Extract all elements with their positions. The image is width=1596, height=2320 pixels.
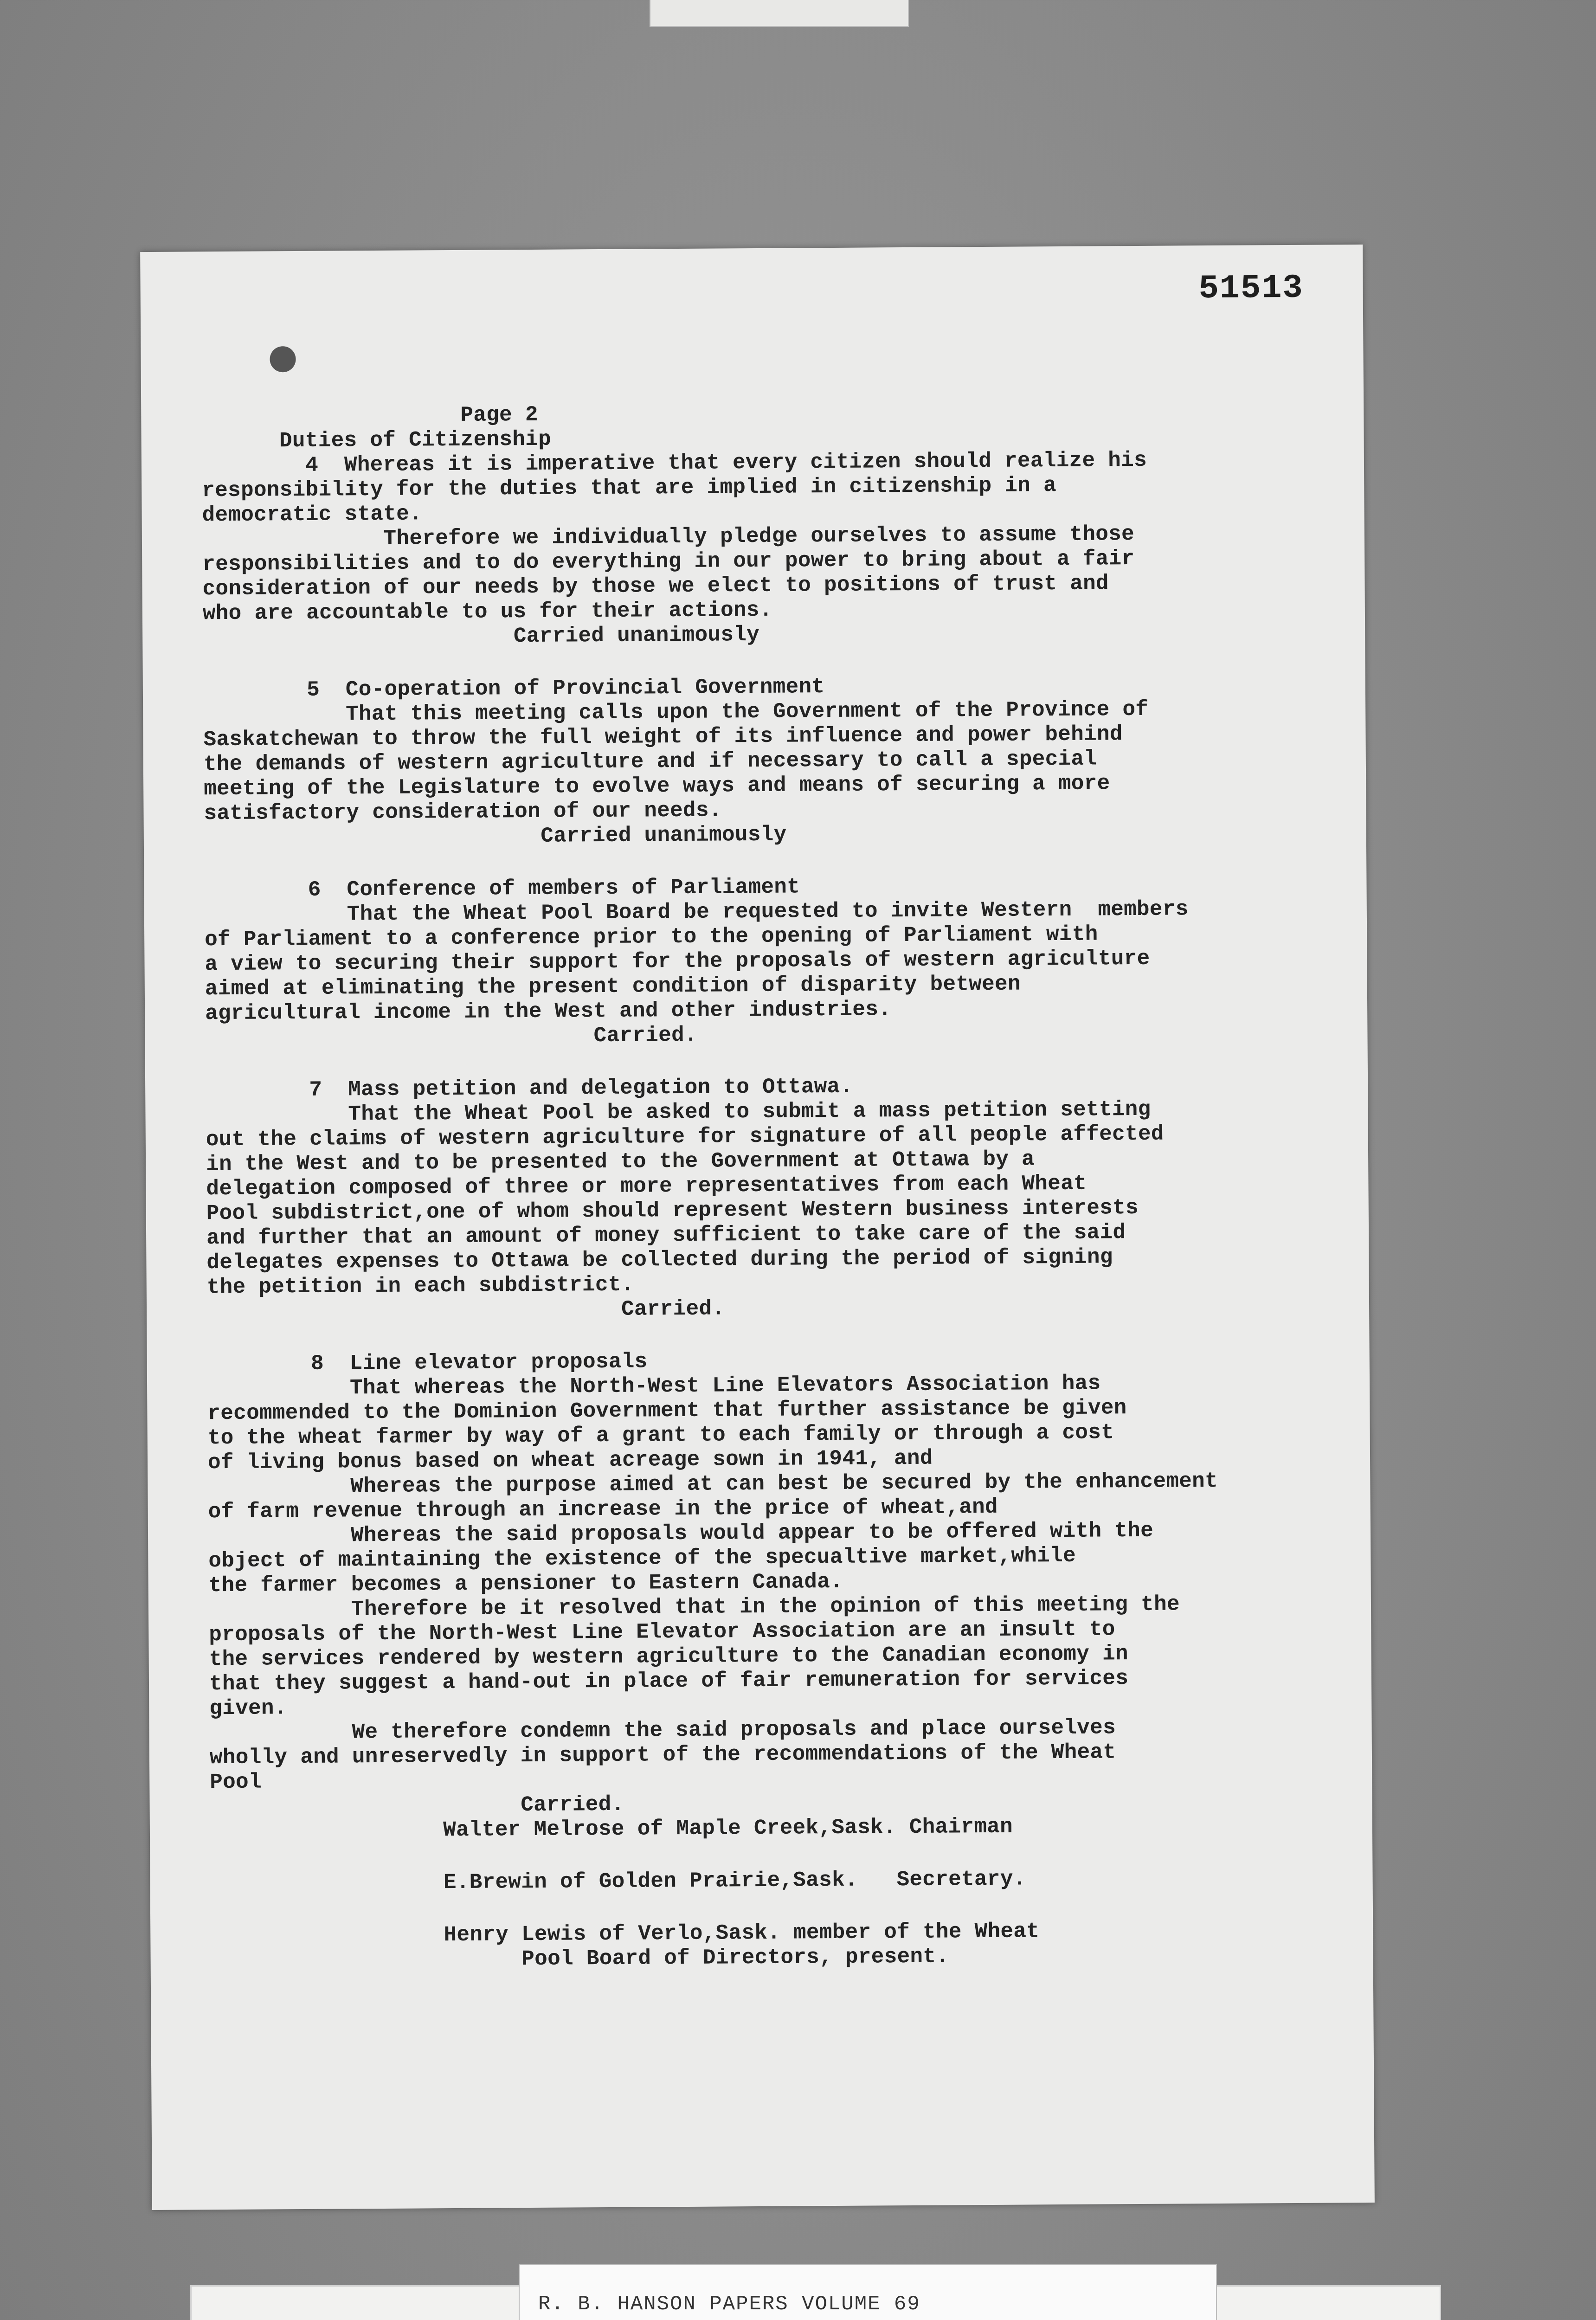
text-line: Therefore be it resolved that in the opinion of this meeting the (208, 1592, 1180, 1623)
text-line: agricultural income in the West and other industries. (205, 997, 892, 1026)
text-line: We therefore condemn the said proposals and place ourselves (209, 1715, 1116, 1746)
text-line: E.Brewin of Golden Prairie,Sask. Secretary. (210, 1867, 1026, 1896)
text-line: Carried unanimously (204, 822, 787, 851)
text-line: Pool subdistrict,one of whom should represent Western business interests (206, 1195, 1139, 1226)
text-line: responsibilities and to do everything in our power to bring about a fair (202, 547, 1135, 577)
text-line: of living bonus based on wheat acreage sown in 1941, and (207, 1446, 933, 1475)
text-line: responsibility for the duties that are implied in citizenship in a (202, 473, 1057, 503)
text-line: Page 2 (201, 402, 538, 429)
text-line: That the Wheat Pool Board be requested to invite Western members (204, 897, 1189, 928)
text-line: the farmer becomes a pensioner to Eastern Canada. (208, 1569, 843, 1598)
text-line: out the claims of western agriculture for signature of all people affected (206, 1121, 1164, 1152)
text-line: a view to securing their support for the proposals of western agriculture (205, 946, 1150, 977)
text-line: 5 Co-operation of Provincial Government (203, 675, 825, 703)
text-line: Whereas the purpose aimed at can best be secured by the enhancement (208, 1469, 1218, 1500)
text-line: wholly and unreservedly in support of the recommendations of the Wheat (209, 1740, 1116, 1770)
text-line: to the wheat farmer by way of a grant to each family or through a cost (207, 1420, 1114, 1450)
document-page (140, 245, 1375, 2210)
text-line: 7 Mass petition and delegation to Ottawa. (206, 1074, 853, 1103)
text-line: delegation composed of three or more representatives from each Wheat (206, 1171, 1087, 1201)
text-line: Carried. (205, 1023, 698, 1050)
text-line: consideration of our needs by those we elect to positions of trust and (202, 571, 1109, 601)
text-line: delegates expenses to Ottawa be collected during the period of signing (206, 1245, 1113, 1275)
text-line: the demands of western agriculture and if necessary to call a special (203, 747, 1097, 777)
top-clip-tab (650, 0, 909, 27)
text-line: Carried. (206, 1296, 725, 1324)
text-line: 8 Line elevator proposals (207, 1349, 648, 1377)
text-line: Therefore we individually pledge ourselves to assume those (202, 522, 1135, 552)
text-line: recommended to the Dominion Government that further assistance be given (207, 1396, 1127, 1426)
typed-minutes-text (201, 398, 1315, 1973)
text-line: democratic state. (202, 502, 423, 528)
text-line: and further that an amount of money sufficient to take care of the said (206, 1220, 1126, 1250)
text-line: 4 Whereas it is imperative that every citizen should realize his (201, 448, 1147, 478)
text-line: of farm revenue through an increase in the price of wheat,and (208, 1495, 998, 1524)
text-line: meeting of the Legislature to evolve ways and means of securing a more (204, 771, 1110, 801)
punch-hole (270, 346, 296, 372)
text-line: Saskatchewan to throw the full weight of its influence and power behind (203, 722, 1123, 752)
text-line: that they suggest a hand-out in place of fair remuneration for services (209, 1666, 1129, 1696)
text-line: Carried. (210, 1792, 624, 1819)
text-line: in the West and to be presented to the Government at Ottawa by a (206, 1147, 1035, 1177)
text-line: object of maintaining the existence of the specualtive market,while (208, 1543, 1076, 1573)
text-line: proposals of the North-West Line Elevator Association are an insult to (209, 1617, 1115, 1647)
text-line: That whereas the North-West Line Elevators Association has (207, 1371, 1101, 1401)
text-line: who are accountable to us for their actions. (202, 598, 772, 626)
text-line: of Parliament to a conference prior to the opening of Parliament with (205, 922, 1098, 952)
text-line: given. (209, 1696, 287, 1721)
text-line: the petition in each subdistrict. (206, 1272, 634, 1300)
text-line: Pool (210, 1770, 262, 1795)
text-line: That this meeting calls upon the Government of the Province of (203, 697, 1149, 728)
text-line: Walter Melrose of Maple Creek,Sask. Chairman (210, 1814, 1013, 1844)
text-line: Pool Board of Directors, present. (211, 1944, 949, 1973)
document-number: 51513 (1198, 269, 1304, 308)
text-line: That the Wheat Pool be asked to submit a mass petition setting (206, 1097, 1151, 1128)
text-line: Whereas the said proposals would appear to be offered with the (208, 1518, 1154, 1549)
text-line: 6 Conference of members of Parliament (204, 875, 800, 903)
text-line: the services rendered by western agriculture to the Canadian economy in (209, 1642, 1129, 1672)
text-line: Duties of Citizenship (201, 427, 552, 454)
text-line: satisfactory consideration of our needs. (204, 798, 722, 826)
volume-slip: R. B. HANSON PAPERS VOLUME 69 (519, 2264, 1217, 2320)
text-line: Henry Lewis of Verlo,Sask. member of the Wheat (211, 1919, 1040, 1949)
text-line: Carried unanimously (203, 622, 760, 651)
text-line: aimed at eliminating the present condition of disparity between (205, 972, 1021, 1001)
